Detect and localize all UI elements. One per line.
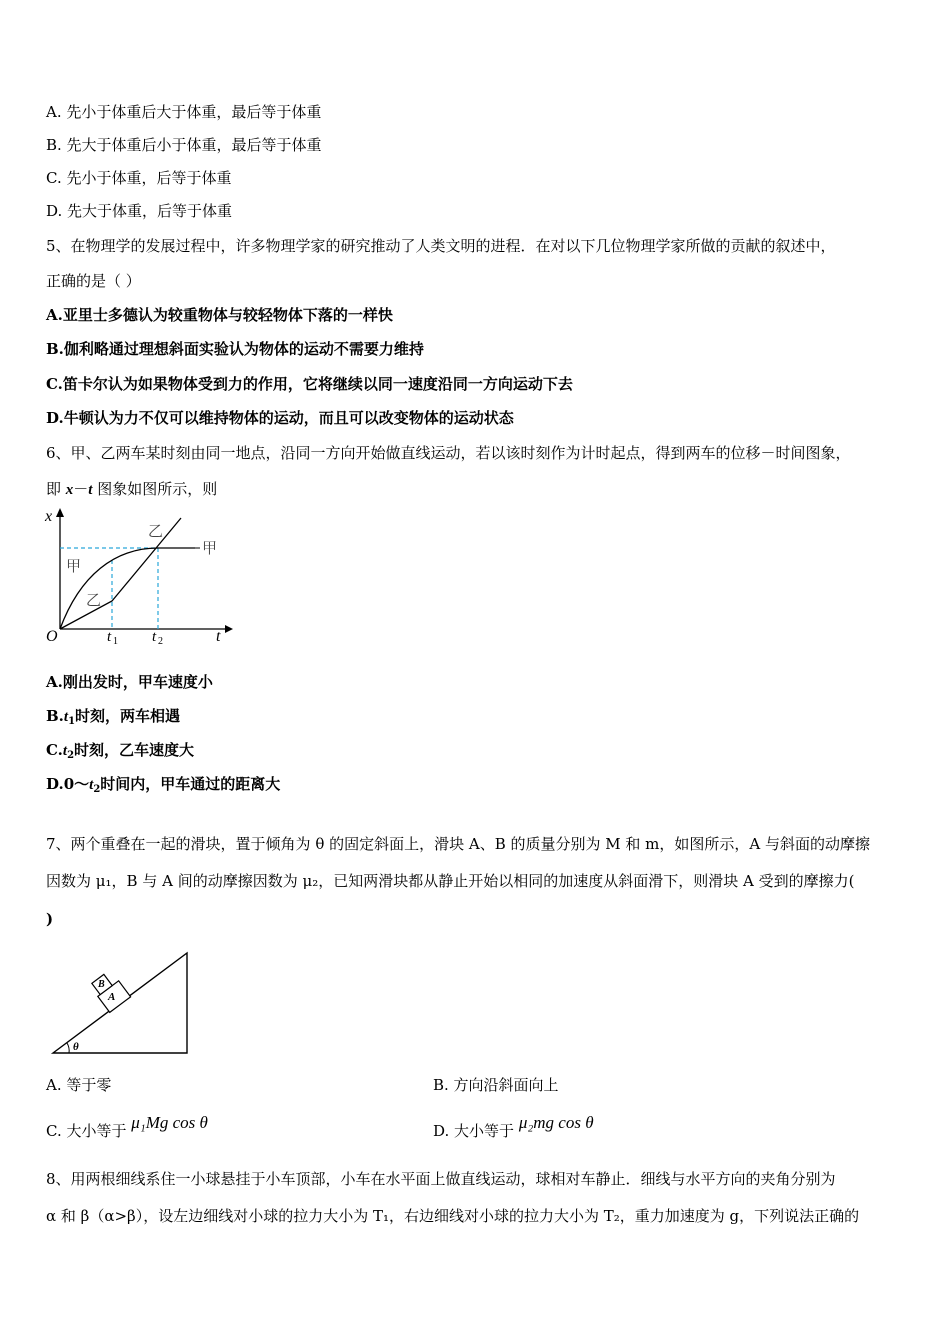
graph-label-yi-top: 乙	[148, 524, 164, 540]
q7-stem-line3: )	[46, 910, 54, 928]
q7-d-text: D. 大小等于	[433, 1122, 515, 1140]
q6-c-pre: C.	[46, 741, 63, 759]
q6-xt-graph	[40, 505, 240, 650]
q5-option-d: D.牛顿认为力不仅可以维持物体的运动，而且可以改变物体的运动状态	[46, 409, 514, 427]
q6-d-post: 时间内，甲车通过的距离大	[100, 775, 281, 793]
q6-b-post: 时刻，两车相遇	[75, 707, 181, 725]
q4-option-b: B. 先大于体重后小于体重，最后等于体重	[46, 136, 322, 154]
q6-stem-post: 图象如图所示，则	[92, 480, 218, 498]
graph-label-yi-line: 乙	[86, 593, 102, 609]
q6-option-c	[46, 740, 194, 766]
q6-b-pre: B.	[46, 707, 64, 725]
q6-b-t: t	[63, 709, 69, 725]
q6-option-a: A.刚出发时，甲车速度小	[46, 673, 213, 691]
q7-d-formula: μ₂mg cos θ	[518, 1113, 594, 1132]
graph-label-t1: t	[107, 629, 112, 645]
q5-option-b: B.伽利略通过理想斜面实验认为物体的运动不需要力维持	[46, 340, 424, 358]
angle-label: θ	[73, 1041, 79, 1053]
q7-option-c	[46, 1113, 208, 1141]
q6-stem-t: t	[88, 482, 93, 498]
graph-label-jia-right: 甲	[202, 541, 218, 557]
q4-option-c: C. 先小于体重，后等于体重	[46, 169, 232, 187]
q6-stem-line2	[46, 479, 217, 500]
q4-option-d: D. 先大于体重，后等于体重	[46, 202, 233, 220]
q6-d-t: t	[89, 777, 94, 793]
graph-label-t: t	[216, 628, 221, 645]
q6-stem-x: x	[65, 482, 74, 498]
q7-stem-line1: 7、两个重叠在一起的滑块，置于倾角为 θ 的固定斜面上，滑块 A、B 的质量分别为 M 和 m，如图所示，A 与斜面的动摩擦	[46, 835, 870, 853]
q5-option-c: C.笛卡尔认为如果物体受到力的作用，它将继续以同一速度沿同一方向运动下去	[46, 375, 573, 393]
q8-stem-line2: α 和 β（α>β），设左边细线对小球的拉力大小为 T₁，右边细线对小球的拉力大小为 T₂，重力加速度为 g，下列说法正确的	[46, 1207, 860, 1225]
q6-stem-dash: －	[73, 480, 89, 498]
graph-label-origin: O	[46, 628, 58, 645]
q6-option-d	[46, 774, 280, 800]
graph-label-t2-sub: 2	[158, 636, 163, 647]
block-a-label: A	[108, 991, 116, 1003]
q6-d-pre: D.0～	[46, 775, 90, 793]
block-b-label: B	[98, 979, 105, 990]
q5-option-a: A.亚里士多德认为较重物体与较轻物体下落的一样快	[46, 306, 393, 324]
q7-option-a: A. 等于零	[46, 1076, 112, 1094]
q7-option-d	[433, 1113, 594, 1141]
q5-stem-line1: 5、在物理学的发展过程中，许多物理学家的研究推动了人类文明的进程．在对以下几位物理学家所做的贡献的叙述中，	[46, 237, 836, 255]
graph-label-x: x	[45, 508, 53, 525]
graph-label-t1-sub: 1	[113, 636, 118, 647]
q5-stem-line2: 正确的是（ ）	[46, 272, 141, 290]
q7-incline-figure	[45, 948, 195, 1058]
q6-stem-line1: 6、甲、乙两车某时刻由同一地点，沿同一方向开始做直线运动，若以该时刻作为计时起点，得到两车的位移－时间图象，	[46, 444, 851, 462]
graph-label-jia-curve: 甲	[66, 559, 82, 575]
q6-b-sub: 1	[68, 716, 76, 727]
graph-x-arrow	[56, 508, 64, 517]
q7-stem-line2: 因数为 μ₁，B 与 A 间的动摩擦因数为 μ₂，已知两滑块都从静止开始以相同的加速度从斜面滑下，则滑块 A 受到的摩擦力(	[46, 872, 855, 890]
q6-option-b	[46, 706, 180, 732]
q6-stem-pre: 即	[46, 480, 66, 498]
graph-label-t2: t	[152, 629, 157, 645]
q4-option-a: A. 先小于体重后大于体重，最后等于体重	[46, 103, 322, 121]
q7-option-b: B. 方向沿斜面向上	[433, 1076, 559, 1094]
q8-stem-line1: 8、用两根细线系住一小球悬挂于小车顶部，小车在水平面上做直线运动，球相对车静止．细线与水平方向的夹角分别为	[46, 1170, 836, 1188]
q6-c-sub: 2	[67, 750, 75, 761]
angle-arc	[67, 1043, 69, 1053]
q7-c-text: C. 大小等于	[46, 1122, 127, 1140]
graph-t-arrow	[225, 625, 233, 633]
q6-c-post: 时刻，乙车速度大	[74, 741, 195, 759]
q7-c-formula: μ₁Mg cos θ	[131, 1113, 208, 1132]
q6-d-sub: 2	[93, 784, 101, 795]
q6-c-t: t	[62, 743, 68, 759]
